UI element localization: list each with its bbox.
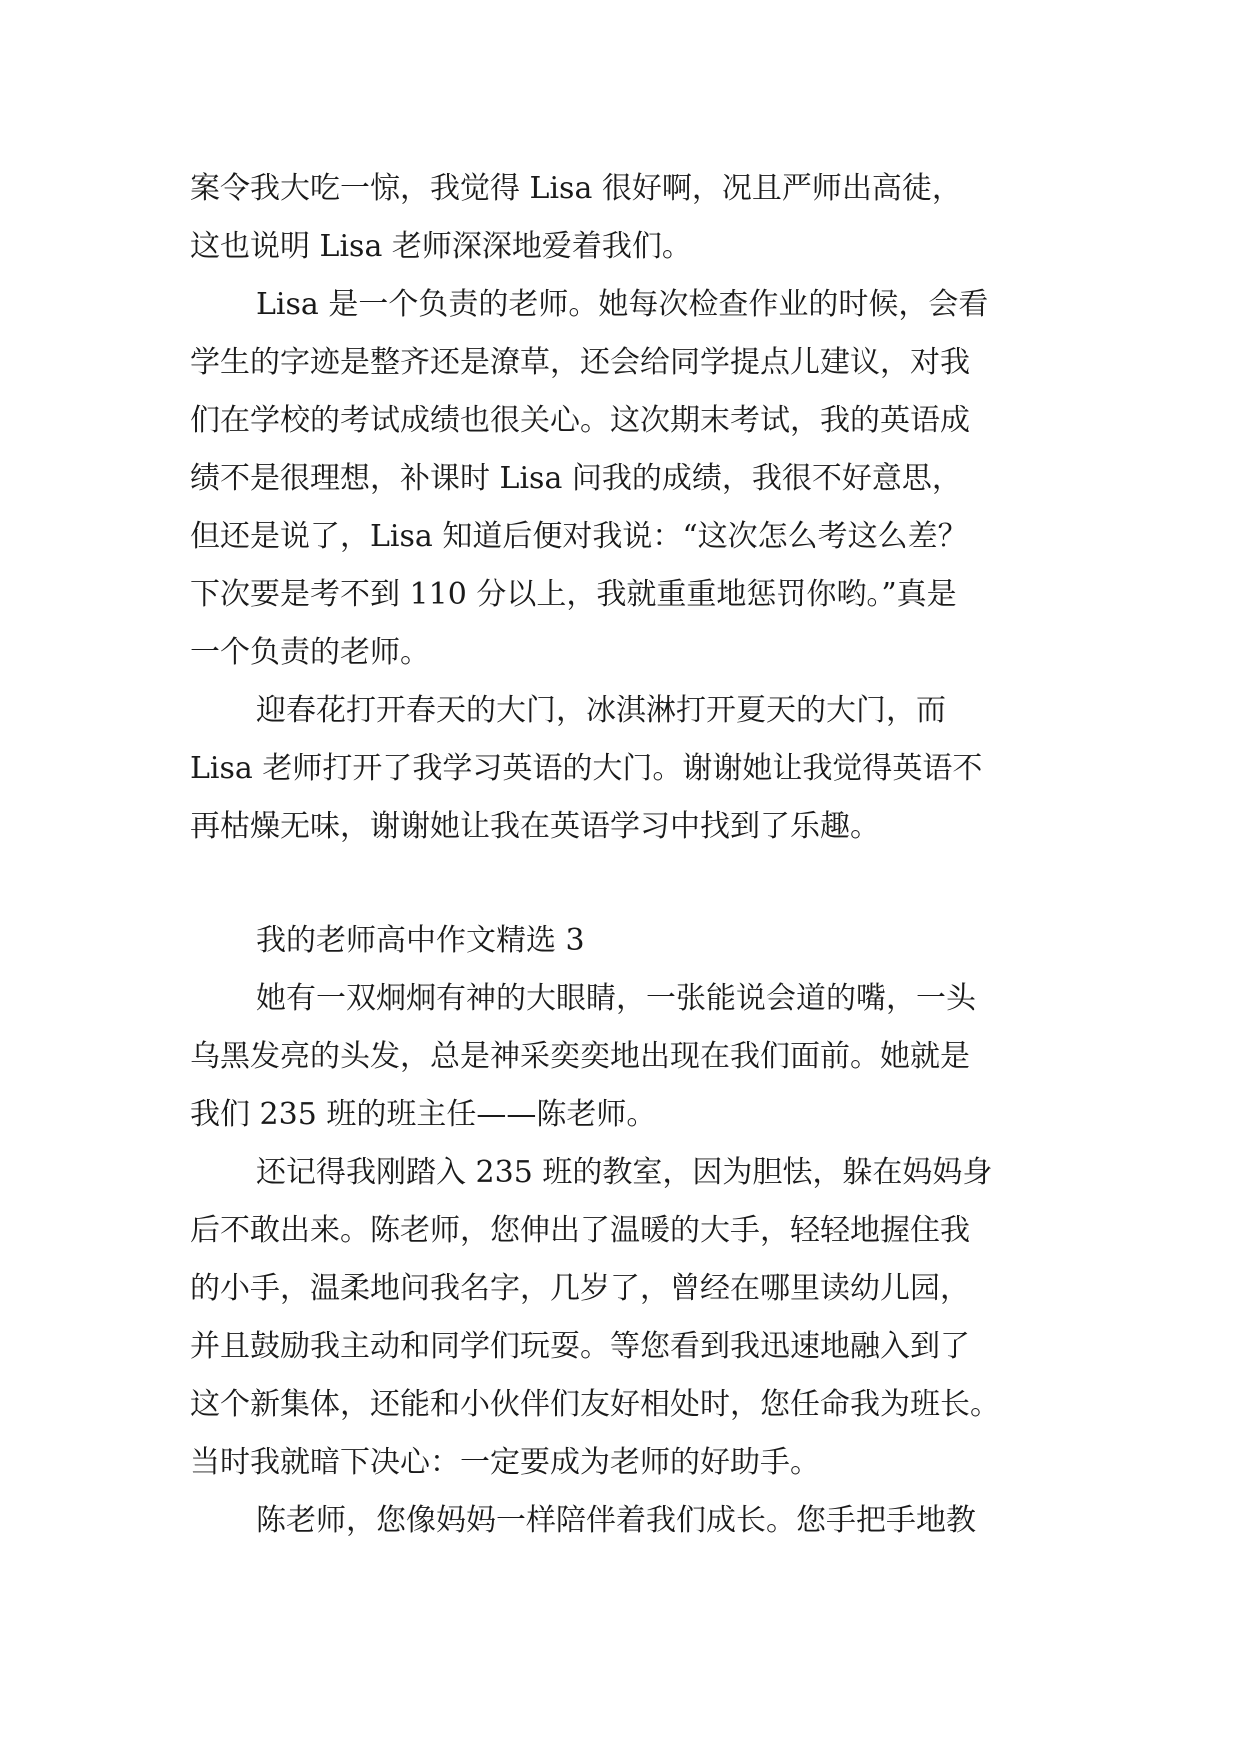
paragraph-line: Lisa 老师打开了我学习英语的大门。谢谢她让我觉得英语不	[190, 751, 983, 786]
paragraph-line: 的小手，温柔地问我名字，几岁了，曾经在哪里读幼儿园，	[190, 1271, 970, 1306]
paragraph-line: 学生的字迹是整齐还是潦草，还会给同学提点儿建议，对我	[190, 345, 970, 380]
paragraph-line: 她有一双炯炯有神的大眼睛，一张能说会道的嘴，一头	[256, 981, 976, 1016]
section-heading: 我的老师高中作文精选 3	[256, 923, 585, 958]
paragraph-line: 下次要是考不到 110 分以上，我就重重地惩罚你哟。”真是	[190, 577, 957, 612]
paragraph-line: 一个负责的老师。	[190, 635, 430, 670]
paragraph-line: 这也说明 Lisa 老师深深地爱着我们。	[190, 229, 692, 264]
paragraph-line: 并且鼓励我主动和同学们玩耍。等您看到我迅速地融入到了	[190, 1329, 970, 1364]
paragraph-line: 绩不是很理想，补课时 Lisa 问我的成绩，我很不好意思，	[190, 461, 962, 496]
paragraph-line: 陈老师，您像妈妈一样陪伴着我们成长。您手把手地教	[256, 1503, 976, 1538]
paragraph-line: 还记得我刚踏入 235 班的教室，因为胆怯，躲在妈妈身	[256, 1155, 993, 1190]
paragraph-line: 但还是说了，Lisa 知道后便对我说：“这次怎么考这么差？	[190, 519, 968, 554]
paragraph-line: 迎春花打开春天的大门，冰淇淋打开夏天的大门，而	[256, 693, 946, 728]
paragraph-line: 这个新集体，还能和小伙伴们友好相处时，您任命我为班长。	[190, 1387, 1000, 1422]
paragraph-line: 我们 235 班的班主任——陈老师。	[190, 1097, 657, 1132]
paragraph-line: 们在学校的考试成绩也很关心。这次期末考试，我的英语成	[190, 403, 970, 438]
paragraph-line: 当时我就暗下决心：一定要成为老师的好助手。	[190, 1445, 820, 1480]
paragraph-line: 乌黑发亮的头发，总是神采奕奕地出现在我们面前。她就是	[190, 1039, 970, 1074]
paragraph-line: 后不敢出来。陈老师，您伸出了温暖的大手，轻轻地握住我	[190, 1213, 970, 1248]
paragraph-line: Lisa 是一个负责的老师。她每次检查作业的时候，会看	[256, 287, 989, 322]
paragraph-line: 案令我大吃一惊，我觉得 Lisa 很好啊，况且严师出高徒，	[190, 171, 962, 206]
paragraph-line: 再枯燥无味，谢谢她让我在英语学习中找到了乐趣。	[190, 809, 880, 844]
